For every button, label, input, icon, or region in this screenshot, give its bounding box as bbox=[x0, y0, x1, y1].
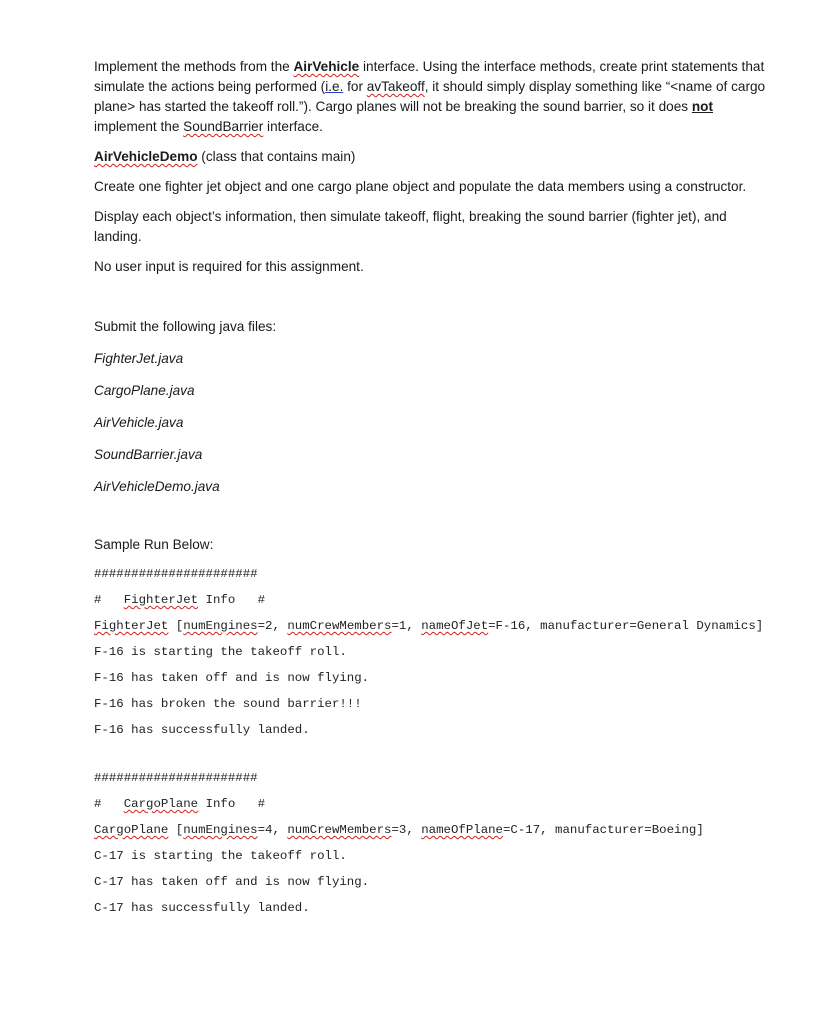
output-line: F-16 has broken the sound barrier!!! bbox=[94, 697, 362, 711]
demo-class-name: AirVehicleDemo bbox=[94, 149, 198, 164]
output-line: F-16 has taken off and is now flying. bbox=[94, 671, 370, 685]
not-emphasis: not bbox=[691, 99, 713, 114]
instruction-paragraph: Display each object’s information, then simulate takeoff, flight, breaking the sound barrier (fighter jet), and landing. bbox=[94, 209, 727, 244]
submit-label: Submit the following java files: bbox=[94, 319, 277, 334]
intro-text: implement the bbox=[94, 119, 184, 134]
soundbarrier-term: SoundBarrier bbox=[183, 119, 264, 134]
output-line: C-17 is starting the takeoff roll. bbox=[94, 849, 347, 863]
file-item: FighterJet.java bbox=[94, 351, 184, 366]
sample-run-section bbox=[94, 535, 774, 916]
file-item: CargoPlane.java bbox=[94, 383, 195, 398]
file-item: SoundBarrier.java bbox=[94, 447, 203, 462]
intro-text: interface. Using the interface methods, create print statements that simulate the actions being performed ( bbox=[94, 59, 765, 94]
sample-label: Sample Run Below: bbox=[94, 537, 214, 552]
submit-files-section bbox=[94, 317, 774, 497]
output-line: F-16 has successfully landed. bbox=[94, 723, 310, 737]
intro-text: , it should simply display something like “<name of cargo plane> has started the takeoff roll.”). Cargo planes will not be breaking the sound barrier, so it does bbox=[94, 79, 766, 114]
ie-abbrev: i.e. bbox=[325, 79, 344, 94]
demo-heading bbox=[94, 147, 774, 167]
intro-text: Implement the methods from the bbox=[94, 59, 294, 74]
avtakeoff-term: avTakeoff bbox=[366, 79, 425, 94]
intro-paragraph bbox=[94, 57, 774, 137]
assignment-document bbox=[94, 57, 774, 927]
output-line: C-17 has successfully landed. bbox=[94, 901, 310, 915]
file-item: AirVehicleDemo.java bbox=[94, 479, 220, 494]
cargo-header: # CargoPlane Info # bbox=[94, 797, 266, 811]
hash-border: ###################### bbox=[94, 771, 258, 785]
instruction-paragraph: Create one fighter jet object and one cargo plane object and populate the data members using a constructor. bbox=[94, 179, 747, 194]
fighter-header: # FighterJet Info # bbox=[94, 593, 266, 607]
intro-text: interface. bbox=[263, 119, 323, 134]
hash-border: ###################### bbox=[94, 567, 258, 581]
file-item: AirVehicle.java bbox=[94, 415, 184, 430]
demo-heading-text: (class that contains main) bbox=[197, 149, 356, 164]
intro-text: for bbox=[343, 79, 367, 94]
output-line: C-17 has taken off and is now flying. bbox=[94, 875, 370, 889]
fighter-info: FighterJet [numEngines=2, numCrewMembers=1, nameOfJet=F-16, manufacturer=General Dynamics] bbox=[94, 619, 764, 633]
airvehicle-term: AirVehicle bbox=[293, 59, 360, 74]
cargo-info: CargoPlane [numEngines=4, numCrewMembers=3, nameOfPlane=C-17, manufacturer=Boeing] bbox=[94, 823, 704, 837]
instruction-paragraph: No user input is required for this assignment. bbox=[94, 259, 364, 274]
output-line: F-16 is starting the takeoff roll. bbox=[94, 645, 347, 659]
